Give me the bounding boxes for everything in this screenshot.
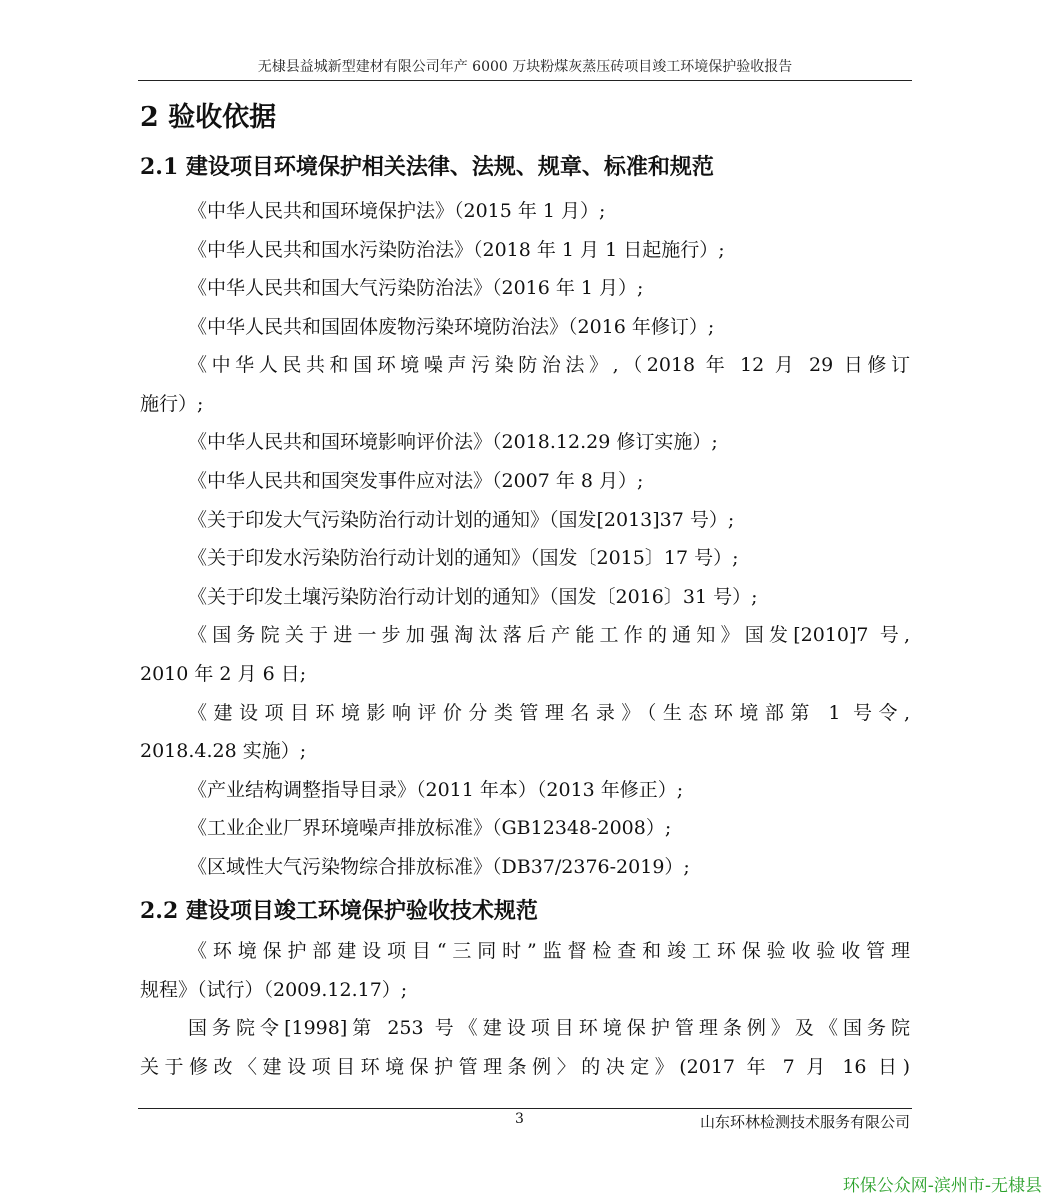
regulation-item: 《中华人民共和国大气污染防治法》（2016 年 1 月）;: [188, 277, 644, 299]
regulation-item: 《中华人民共和国固体废物污染环境防治法》（2016 年修订）;: [188, 316, 715, 338]
regulation-item: 《中华人民共和国环境影响评价法》（2018.12.29 修订实施）;: [188, 431, 718, 453]
running-header: 无棣县益城新型建材有限公司年产 6000 万块粉煤灰蒸压砖项目竣工环境保护验收报告: [138, 56, 912, 81]
page-number: 3: [515, 1111, 524, 1127]
regulation-item: 《中华人民共和国水污染防治法》（2018 年 1 月 1 日起施行）;: [188, 239, 725, 261]
regulation-item: 《环境保护部建设项目“三同时”监督检查和竣工环保验收验收管理: [188, 940, 910, 962]
regulation-item-continuation: 规程》（试行）（2009.12.17）;: [140, 979, 408, 1001]
regulation-item: 《中华人民共和国环境噪声污染防治法》,（2018 年 12 月 29 日修订: [188, 354, 910, 376]
chapter-title: 2 验收依据: [140, 102, 277, 133]
section-title-2-1: 2.1 建设项目环境保护相关法律、法规、规章、标准和规范: [140, 154, 714, 180]
regulation-item: 《工业企业厂界环境噪声排放标准》（GB12348-2008）;: [188, 817, 672, 839]
source-watermark: 环保公众网-滨州市-无棣县: [842, 1176, 1042, 1196]
regulation-item: 《关于印发大气污染防治行动计划的通知》（国发[2013]37 号）;: [188, 509, 735, 531]
regulation-item: 《区域性大气污染物综合排放标准》（DB37/2376-2019）;: [188, 856, 690, 878]
regulation-item-continuation: 施行）;: [140, 393, 204, 415]
regulation-item: 《产业结构调整指导目录》（2011 年本）（2013 年修正）;: [188, 779, 684, 801]
regulation-item: 《建设项目环境影响评价分类管理名录》（生态环境部第 1 号令,: [188, 702, 910, 724]
regulation-item-continuation: 关于修改〈建设项目环境保护管理条例〉的决定》(2017 年 7 月 16 日): [140, 1056, 910, 1078]
regulation-item: 《关于印发水污染防治行动计划的通知》（国发〔2015〕17 号）;: [188, 547, 739, 569]
regulation-item: 国务院令[1998]第 253 号《建设项目环境保护管理条例》及《国务院: [188, 1017, 910, 1039]
regulation-item: 《国务院关于进一步加强淘汰落后产能工作的通知》国发[2010]7 号,: [188, 624, 910, 646]
footer-company-name: 山东环林检测技术服务有限公司: [699, 1113, 910, 1131]
regulation-item: 《关于印发土壤污染防治行动计划的通知》（国发〔2016〕31 号）;: [188, 586, 758, 608]
section-title-2-2: 2.2 建设项目竣工环境保护验收技术规范: [140, 898, 538, 924]
regulation-item-continuation: 2010 年 2 月 6 日;: [140, 663, 307, 685]
regulation-item: 《中华人民共和国突发事件应对法》（2007 年 8 月）;: [188, 470, 644, 492]
footer-divider: [138, 1108, 912, 1109]
regulation-item: 《中华人民共和国环境保护法》（2015 年 1 月）;: [188, 200, 606, 222]
regulation-item-continuation: 2018.4.28 实施）;: [140, 740, 307, 762]
